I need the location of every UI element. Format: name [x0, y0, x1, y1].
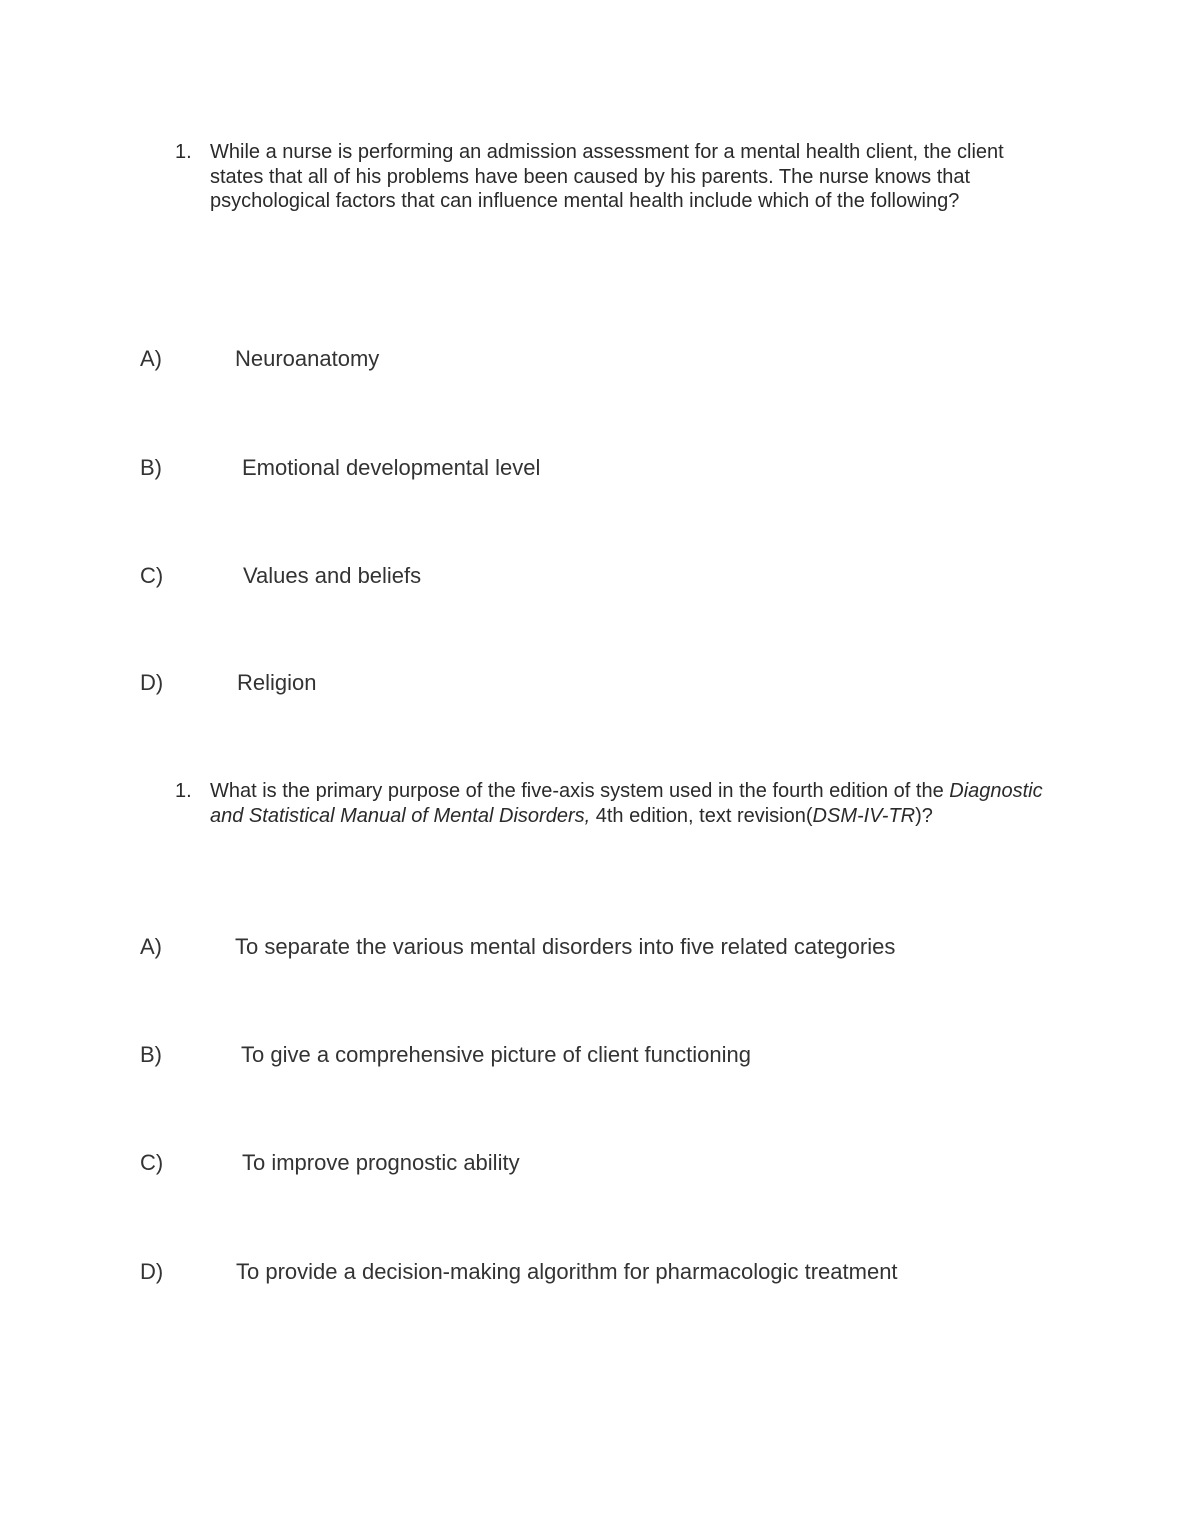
q1-option-a: [140, 346, 380, 372]
question-number: 1.: [175, 780, 192, 802]
option-letter: D): [140, 1259, 164, 1284]
stem-text: What is the primary purpose of the five-axis system used in the fourth edition of the: [210, 780, 950, 802]
option-letter: A): [140, 346, 162, 371]
option-text: To improve prognostic ability: [242, 1150, 520, 1175]
q1-option-d: [140, 670, 317, 696]
stem-text: 4th edition, text revision(: [590, 804, 813, 827]
q1-option-b: [140, 455, 541, 481]
stem-italic-abbrev: DSM-IV-TR: [812, 804, 916, 827]
option-letter: D): [140, 670, 164, 695]
question-1: [175, 140, 1045, 214]
q1-option-c: [140, 563, 422, 589]
question-stem: While a nurse is performing an admission assessment for a mental health client, the client states that all of his problems have been caused by his parents. The nurse knows that psychological factors that can influence mental health include which of the following?: [210, 141, 1004, 212]
question-2: [175, 779, 1045, 828]
question-stem: [210, 779, 1045, 828]
option-text: Neuroanatomy: [235, 346, 380, 371]
q2-option-c: [140, 1150, 520, 1176]
stem-text: )?: [915, 804, 933, 827]
option-text: Religion: [237, 670, 317, 695]
question-number: 1.: [175, 141, 192, 163]
option-letter: B): [140, 1042, 162, 1067]
option-letter: C): [140, 563, 164, 588]
q2-option-b: [140, 1042, 751, 1068]
option-text: Values and beliefs: [243, 563, 422, 588]
option-letter: B): [140, 455, 162, 480]
option-letter: C): [140, 1150, 164, 1175]
option-text: To provide a decision-making algorithm for pharmacologic treatment: [236, 1259, 898, 1284]
option-text: Emotional developmental level: [242, 455, 541, 480]
stem-italic-title: Diagnostic and Statistical Manual of Mental Disorders,: [210, 780, 1043, 827]
option-text: To give a comprehensive picture of client functioning: [241, 1042, 751, 1067]
option-text: To separate the various mental disorders into five related categories: [235, 934, 896, 959]
q2-option-d: [140, 1259, 898, 1285]
q2-option-a: [140, 934, 896, 960]
option-letter: A): [140, 934, 162, 959]
